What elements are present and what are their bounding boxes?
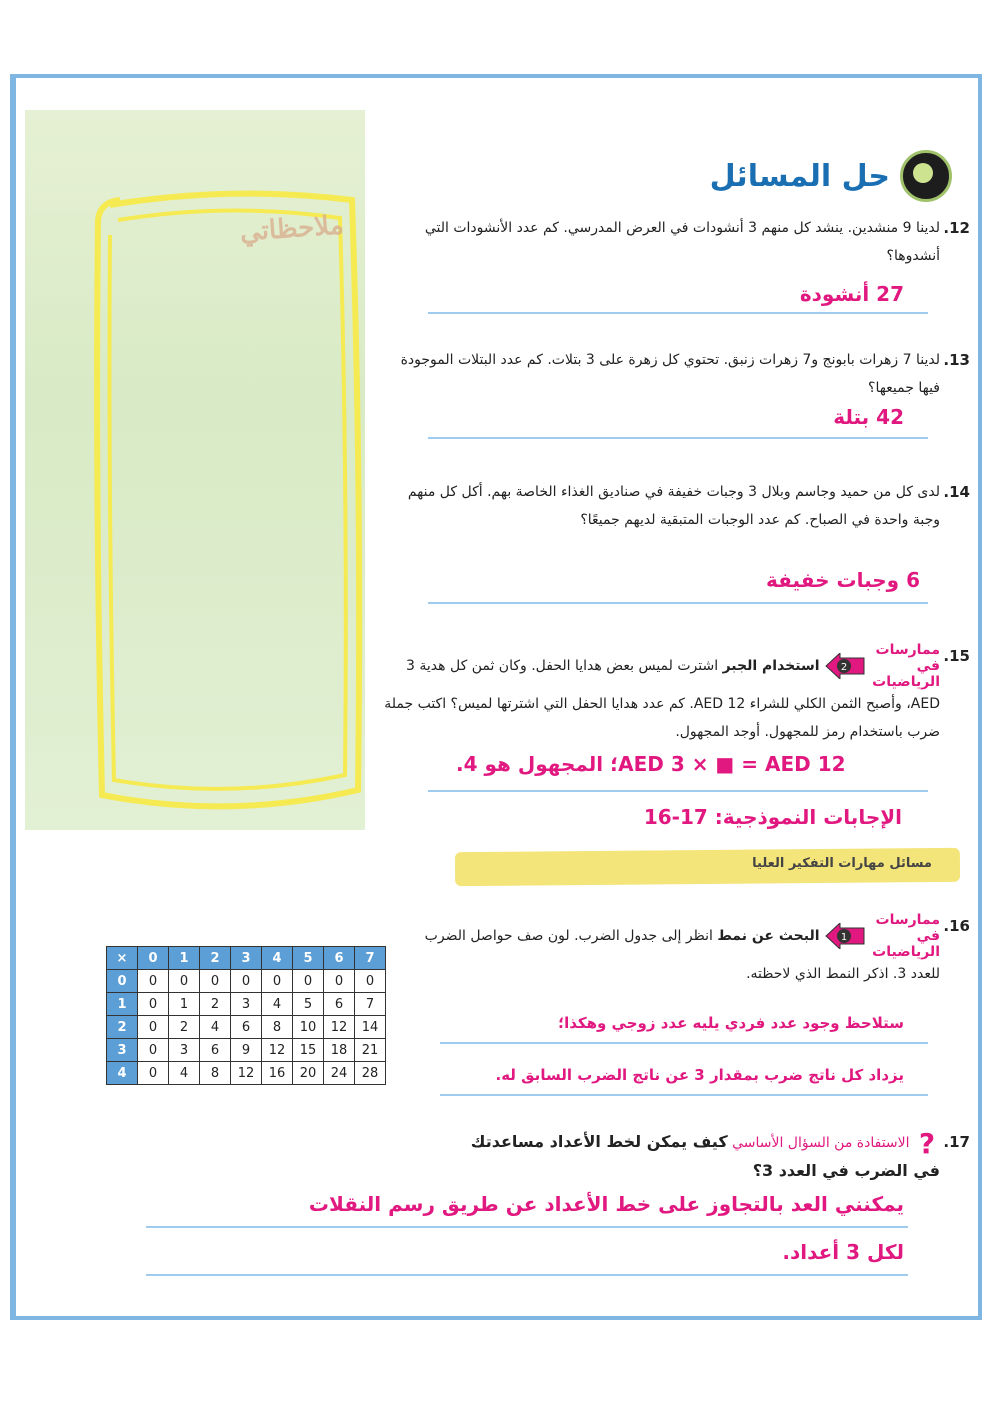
answer-16-line2: يزداد كل ناتج ضرب بمقدار 3 عن ناتج الضرب السابق له. <box>495 1066 904 1084</box>
model-answers-heading: الإجابات النموذجية: 17-16 <box>643 805 902 829</box>
answer-line <box>440 1094 928 1096</box>
practice-badge: ممارسات في الرياضيات 2 <box>824 642 940 690</box>
answer-line <box>146 1226 908 1228</box>
answer-line <box>428 437 928 439</box>
question-number: 12. <box>943 219 970 237</box>
multiplication-table <box>106 946 386 1085</box>
question-mark-icon <box>914 1129 940 1157</box>
answer-17-line2: لكل 3 أعداد. <box>782 1240 904 1264</box>
table-row: 2 0 2 4 6 8 10 12 14 <box>107 1016 386 1039</box>
question-15 <box>380 642 970 746</box>
answer-13: 42 بتلة <box>833 405 904 429</box>
question-text: لدينا 7 زهرات بابونج و7 زهرات زنبق. تحتوي كل زهرة على 3 بتلات. كم عدد البتلات الموجودة فيها جميعها؟ <box>400 352 940 396</box>
question-17 <box>440 1128 970 1186</box>
answer-line <box>428 312 928 314</box>
answer-12: 27 أنشودة <box>799 282 904 306</box>
question-lead: كيف يمكن لخط الأعداد مساعدتك في الضرب في العدد 3؟ <box>470 1132 940 1180</box>
essential-question-label: الاستفادة من السؤال الأساسي <box>732 1135 910 1151</box>
table-row: 4 0 4 8 12 16 20 24 28 <box>107 1062 386 1085</box>
question-number: 16. <box>943 917 970 935</box>
question-number: 14. <box>943 483 970 501</box>
answer-14: 6 وجبات خفيفة <box>766 568 920 592</box>
page-title: حل المسائل <box>709 158 890 194</box>
globe-icon <box>900 150 952 202</box>
question-lead: البحث عن نمط <box>717 928 820 944</box>
answer-line <box>440 1042 928 1044</box>
svg-text:2: 2 <box>840 662 848 673</box>
question-12 <box>380 214 970 270</box>
question-number: 15. <box>943 647 970 665</box>
practice-badge: ممارسات في الرياضيات 1 <box>824 912 940 960</box>
answer-16-line1: ستلاحظ وجود عدد فردي يليه عدد زوجي وهكذا؛ <box>558 1014 904 1032</box>
svg-text:1: 1 <box>840 932 848 943</box>
question-13 <box>380 346 970 402</box>
table-row: 3 0 3 6 9 12 15 18 21 <box>107 1039 386 1062</box>
answer-17-line1: يمكنني العد بالتجاوز على خط الأعداد عن طريق رسم النقلات <box>308 1192 904 1216</box>
answer-15: AED 3 × ■ = AED 12؛ المجهول هو 4. <box>456 752 846 776</box>
practice-arrow-icon <box>824 653 866 679</box>
answer-line <box>428 602 928 604</box>
question-text: اشترت لميس بعض هدايا الحفل. وكان ثمن كل هدية 3 AED، وأصبح الثمن الكلي للشراء 12 AED. كم عدد هدايا الحفل التي اشترتها لميس؟ اكتب جملة ضرب باستخدام رمز للمجهول. أوجد المجهول. <box>384 658 940 740</box>
answer-line <box>146 1274 908 1276</box>
hots-heading: مسائل مهارات التفكير العليا <box>752 856 932 871</box>
question-text: انظر إلى جدول الضرب. لون صف حواصل الضرب للعدد 3. اذكر النمط الذي لاحظته. <box>424 928 940 982</box>
answer-line <box>428 790 928 792</box>
section-header <box>710 150 952 202</box>
question-lead: استخدام الجبر <box>722 658 820 674</box>
table-row: 0 0 0 0 0 0 0 0 0 <box>107 970 386 993</box>
table-header-row: × 0 1 2 3 4 5 6 7 <box>107 947 386 970</box>
question-text: لدى كل من حميد وجاسم وبلال 3 وجبات خفيفة في صناديق الغذاء الخاصة بهم. أكل كل منهم وجبة واحدة في الصباح. كم عدد الوجبات المتبقية لديهم جميعًا؟ <box>407 484 940 528</box>
svg-text:?: ? <box>918 1129 936 1157</box>
table-row: 1 0 1 2 3 4 5 6 7 <box>107 993 386 1016</box>
practice-arrow-icon <box>824 923 866 949</box>
question-16 <box>400 912 970 988</box>
question-14 <box>380 478 970 534</box>
question-text: لدينا 9 منشدين. ينشد كل منهم 3 أنشودات في العرض المدرسي. كم عدد الأنشودات التي أنشدوها؟ <box>424 220 940 264</box>
question-number: 17. <box>943 1133 970 1151</box>
question-number: 13. <box>943 351 970 369</box>
notes-highlight-box <box>90 190 365 820</box>
notes-label: ملاحظاتي <box>239 210 345 248</box>
